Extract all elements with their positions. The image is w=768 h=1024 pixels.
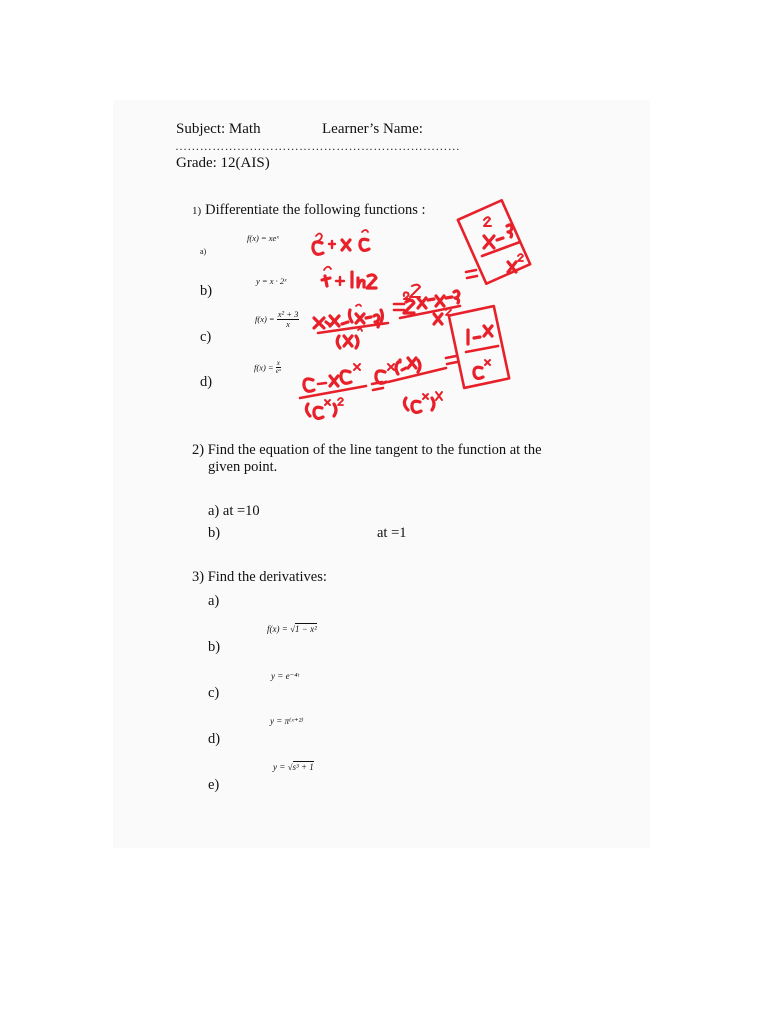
q2b-at: at =1 xyxy=(377,525,407,541)
q2b-label: b) xyxy=(208,525,221,541)
q1d-lhs: f(x) = xyxy=(254,362,274,373)
q1-number: 1) xyxy=(192,205,202,217)
q3d-label: d) xyxy=(208,731,221,747)
q3c-formula: y = π⁽ˣ⁺²⁾ xyxy=(270,716,304,726)
q1d-numerator: x xyxy=(276,359,280,367)
q1c-denominator: x xyxy=(286,318,290,329)
q3c-label: c) xyxy=(208,685,220,701)
q1d-denominator: eˣ xyxy=(275,367,281,375)
q3d-lhs: y = xyxy=(273,762,286,772)
ink-q1d xyxy=(300,356,457,418)
ink-q1b xyxy=(322,267,376,288)
q1c-numerator: x² + 3 xyxy=(277,309,299,319)
q3a-label: a) xyxy=(208,593,220,609)
q1-title: Differentiate the following functions : xyxy=(205,202,426,218)
subject-label: Subject: Math xyxy=(176,121,261,137)
ink-answer-2 xyxy=(466,326,498,378)
q3b-formula: y = e⁻⁴ᵗ xyxy=(271,671,299,681)
q2-title-line1: 2) Find the equation of the line tangent to the function at the xyxy=(192,442,542,458)
learner-name-label: Learner’s Name: xyxy=(322,121,423,137)
q1a-label: a) xyxy=(200,247,207,256)
q3b-label: b) xyxy=(208,639,221,655)
q3a-lhs: f(x) = xyxy=(267,624,288,634)
q3d-radicand: s³ + 1 xyxy=(292,762,314,772)
sqrt-symbol: √ xyxy=(290,624,296,634)
q3e-label: e) xyxy=(208,777,220,793)
q1b-label: b) xyxy=(200,283,213,299)
q1c-label: c) xyxy=(200,329,212,345)
q1c-lhs: f(x) = xyxy=(255,313,275,324)
ink-answer-1 xyxy=(482,217,523,272)
q3-title: 3) Find the derivatives: xyxy=(192,569,327,585)
sqrt-symbol: √ xyxy=(287,762,293,772)
ink-q1a xyxy=(313,230,369,254)
name-dotted-line: …………………………………………………………… xyxy=(175,139,461,153)
q1b-formula: y = x · 2ˣ xyxy=(256,276,287,286)
q2-title-line2: given point. xyxy=(208,459,278,475)
ink-answer-box-2 xyxy=(449,306,509,388)
grade-label: Grade: 12(AIS) xyxy=(176,155,270,171)
q3a-radicand: 1 − x² xyxy=(295,624,317,634)
q1a-formula: f(x) = xeˣ xyxy=(247,233,279,243)
q1d-label: d) xyxy=(200,374,213,390)
q2a-label: a) at =10 xyxy=(208,503,260,519)
